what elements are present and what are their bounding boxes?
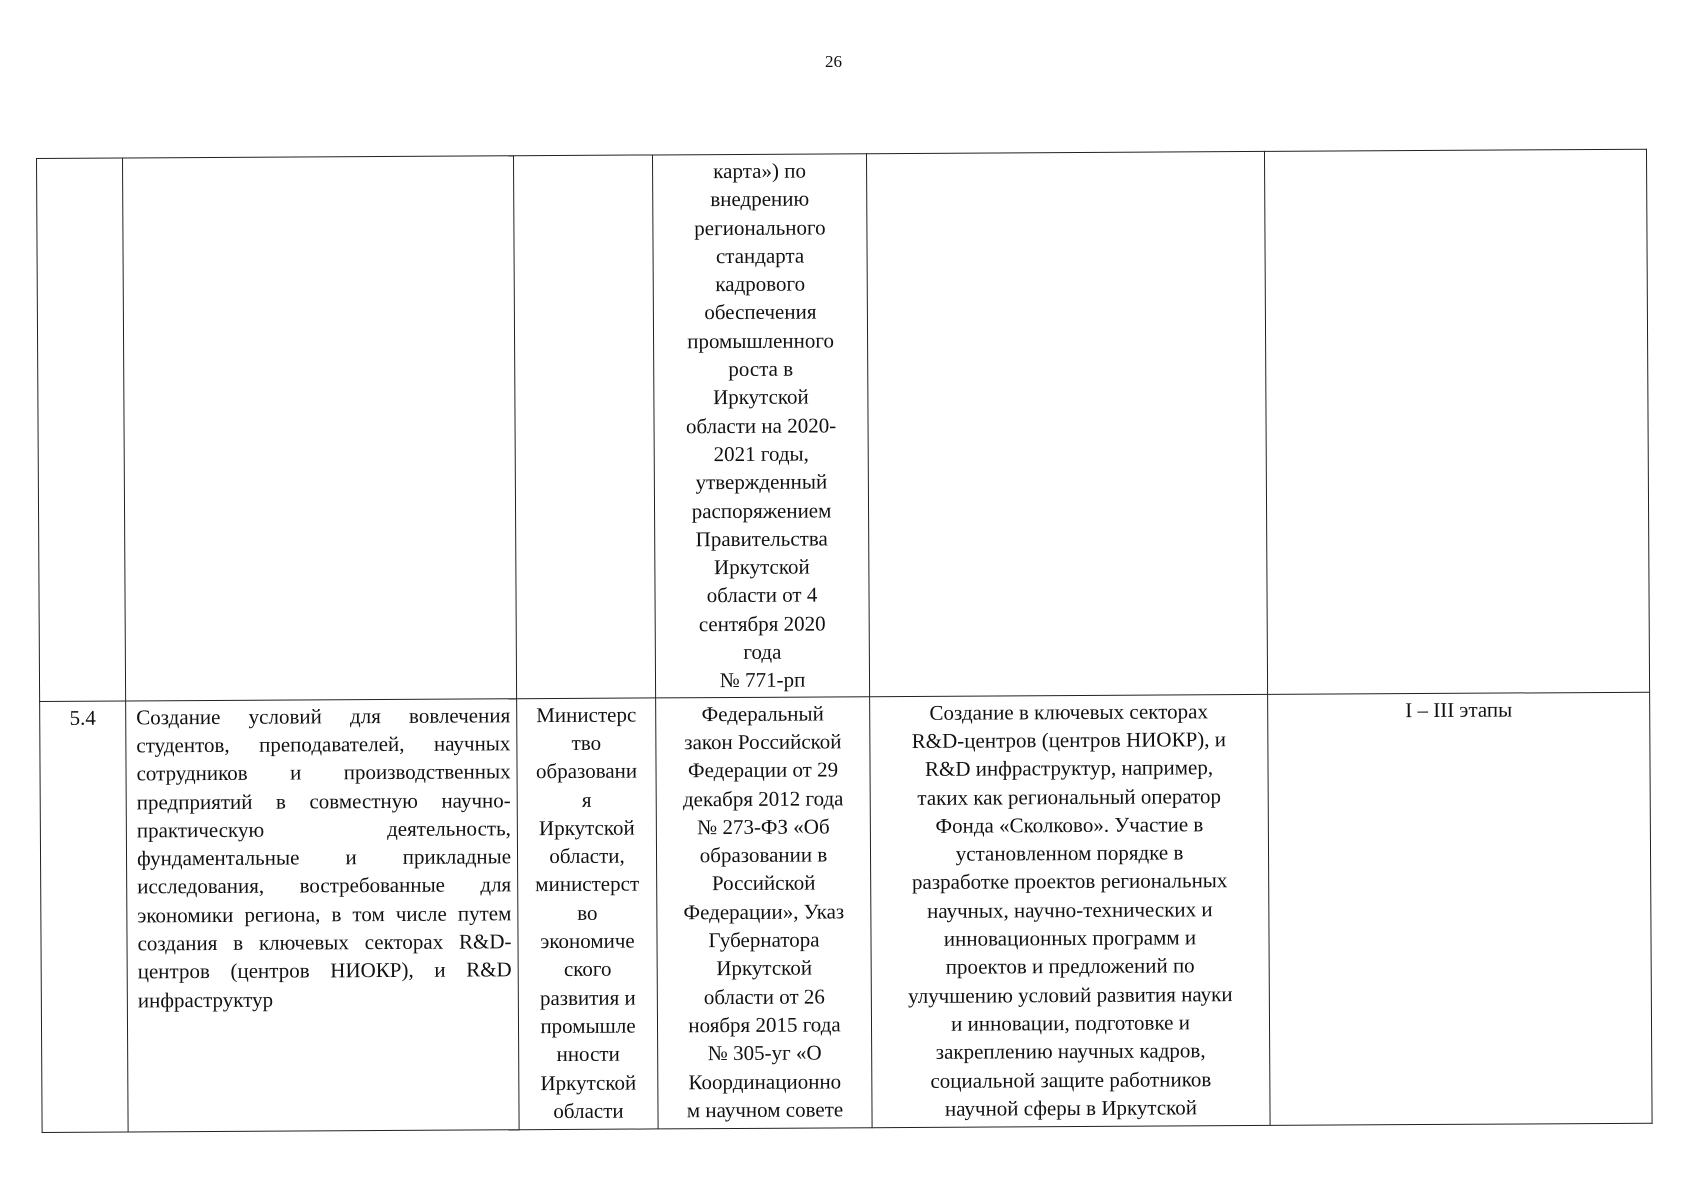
measure-cell bbox=[126, 698, 519, 1131]
row-number-cell bbox=[40, 701, 128, 1132]
continuation-cell-executors bbox=[513, 155, 655, 698]
stages-cell bbox=[1268, 692, 1652, 1125]
continuation-cell-number bbox=[37, 158, 126, 701]
legal-basis-cell bbox=[656, 696, 872, 1128]
continuation-legal-basis-text: карта») по внедрению регионального стандарта кадрового обеспечения промышленного роста в Иркутской области на 2020- 2021 годы, утвержденный распоряжением Правительства Иркутской области от 4 сентября 2020 года № 771-рп bbox=[685, 158, 837, 693]
mechanism-text: Создание в ключевых секторах R&D-центров (центров НИОКР), и R&D инфраструктур, например, таких как региональный оператор Фонда «Сколково». Участие в установленном порядке в разработке проектов региональных научных, научно-технических и инновационных программ и проектов и предложений по улучшению условий развития науки и инновации, подготовке и закреплению научных кадров, социальной защите работников научной сферы в Иркутской bbox=[908, 698, 1233, 1121]
mechanism-cell bbox=[870, 694, 1270, 1127]
table-row-5-4 bbox=[40, 692, 1652, 1132]
table-row-continuation bbox=[37, 149, 1650, 701]
executors-text: Министерс тво образовани я Иркутской области, министерст во экономиче ского развития и промышле нности Иркутской области bbox=[535, 702, 640, 1123]
legal-basis-text: Федеральный закон Российской Федерации от 29 декабря 2012 года № 273-ФЗ «Об образовании в Российской Федерации», Указ Губернатора Иркутской области от 26 ноября 2015 года № 305-уг «О Координационно м научном совете bbox=[682, 701, 845, 1123]
continuation-cell-measure bbox=[123, 156, 517, 701]
continuation-cell-legal-basis bbox=[652, 154, 869, 698]
measures-table bbox=[36, 149, 1653, 1133]
document-table-sheet bbox=[36, 149, 1652, 1133]
stages-text: I – III этапы bbox=[1405, 697, 1513, 722]
continuation-cell-stages bbox=[1264, 149, 1649, 694]
executors-cell bbox=[517, 698, 658, 1130]
page-number: 26 bbox=[825, 52, 842, 71]
measure-text: Создание условий для вовлечения студентов, преподавателей, научных сотрудников и производственных предприятий в совместную научно-практическую деятельность, фундаментальные и прикладные исследования, востребованные для экономики региона, в том числе путем создания в ключевых секторах R&D-центров (центров НИОКР), и R&D инфраструктур bbox=[136, 702, 512, 1013]
continuation-cell-mechanism bbox=[866, 151, 1267, 696]
row-number: 5.4 bbox=[69, 705, 96, 730]
